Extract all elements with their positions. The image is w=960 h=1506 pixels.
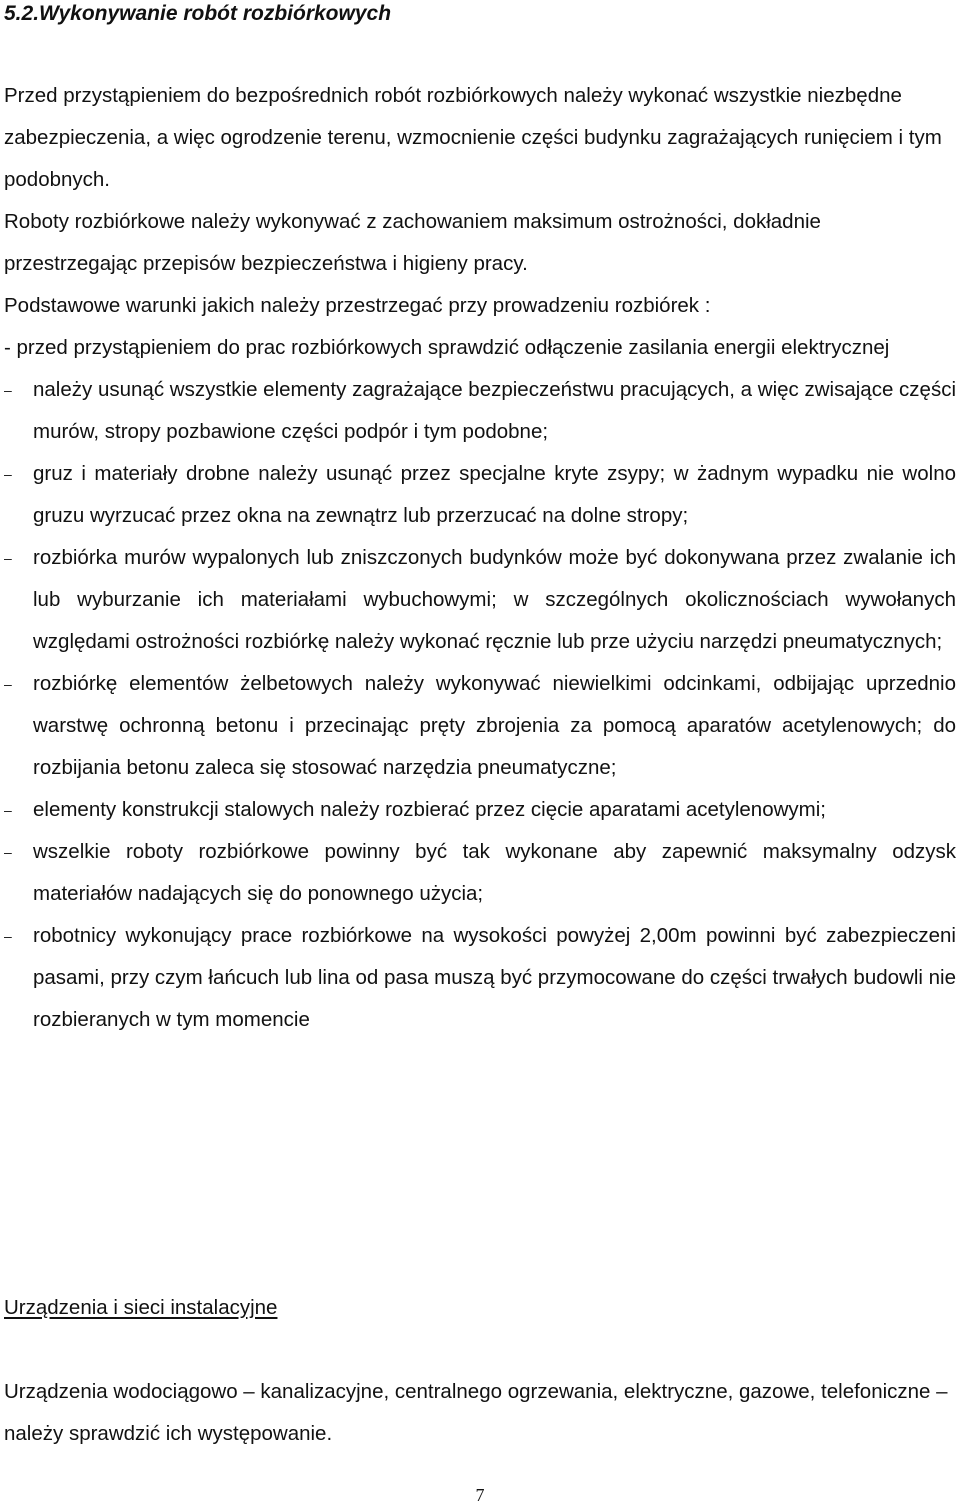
list-item-text: gruz i materiały drobne należy usunąć przez specjalne kryte zsypy; w żadnym wypadku nie wolno gruzu wyrzucać przez okna na zewnątrz lub przerzucać na dolne stropy;: [33, 462, 956, 527]
list-marker: –: [4, 382, 12, 398]
list-item-text: wszelkie roboty rozbiórkowe powinny być tak wykonane aby zapewnić maksymalny odzysk materiałów nadających się do ponownego użycia;: [33, 840, 956, 905]
list-marker: –: [4, 466, 12, 482]
list-item: [4, 663, 956, 789]
list-marker: –: [4, 802, 12, 818]
list-item-text: rozbiórka murów wypalonych lub zniszczonych budynków może być dokonywana przez zwalanie ich lub wyburzanie ich materiałami wybuchowymi; w szczególnych okolicznościach wywołanych względami ostrożności rozbiórkę należy wykonać ręcznie lub prze użyciu narzędzi pneumatycznych;: [33, 546, 956, 653]
list-item: [4, 369, 956, 453]
body-text: [4, 75, 956, 1041]
list-item: [4, 831, 956, 915]
page-number: 7: [475, 1485, 485, 1505]
section-heading: 5.2.Wykonywanie robót rozbiórkowych: [4, 2, 392, 25]
list-item-text: należy usunąć wszystkie elementy zagrażające bezpieczeństwu pracujących, a więc zwisające części murów, stropy pozbawione części podpór i tym podobne;: [33, 378, 956, 443]
closing-text: [4, 1371, 956, 1455]
list-item-text: rozbiórkę elementów żelbetowych należy wykonywać niewielkimi odcinkami, odbijając uprzednio warstwę ochronną betonu i przecinając pręty zbrojenia za pomocą aparatów acetylenowych; do rozbijania betonu zaleca się stosować narzędzia pneumatyczne;: [33, 672, 956, 779]
list-marker: –: [4, 844, 12, 860]
list-item: [4, 915, 956, 1041]
list-item: [4, 537, 956, 663]
list-item: [4, 453, 956, 537]
installations-section-title: Urządzenia i sieci instalacyjne: [4, 1296, 278, 1319]
safety-paragraph: Roboty rozbiórkowe należy wykonywać z zachowaniem maksimum ostrożności, dokładnie przestrzegając przepisów bezpieczeństwa i higieny pracy.: [4, 210, 821, 275]
list-item: [4, 789, 956, 831]
list-marker: –: [4, 676, 12, 692]
installations-paragraph: Urządzenia wodociągowo – kanalizacyjne, centralnego ogrzewania, elektryczne, gazowe, telefoniczne – należy sprawdzić ich występowanie.: [4, 1380, 948, 1445]
power-check-paragraph: - przed przystąpieniem do prac rozbiórkowych sprawdzić odłączenie zasilania energii elektrycznej: [4, 336, 890, 359]
list-marker: –: [4, 928, 12, 944]
demolition-rules-list: [4, 369, 956, 1041]
list-item-text: robotnicy wykonujący prace rozbiórkowe na wysokości powyżej 2,00m powinni być zabezpieczeni pasami, przy czym łańcuch lub lina od pasa muszą być przymocowane do części trwałych budowli nie rozbieranych w tym momencie: [33, 924, 956, 1031]
intro-paragraph: Przed przystąpieniem do bezpośrednich robót rozbiórkowych należy wykonać wszystkie niezbędne zabezpieczenia, a więc ogrodzenie terenu, wzmocnienie części budynku zagrażających runięciem i tym podobnych.: [4, 84, 942, 191]
conditions-paragraph: Podstawowe warunki jakich należy przestrzegać przy prowadzeniu rozbiórek :: [4, 294, 711, 317]
list-item-text: elementy konstrukcji stalowych należy rozbierać przez cięcie aparatami acetylenowymi;: [33, 798, 826, 821]
list-marker: –: [4, 550, 12, 566]
